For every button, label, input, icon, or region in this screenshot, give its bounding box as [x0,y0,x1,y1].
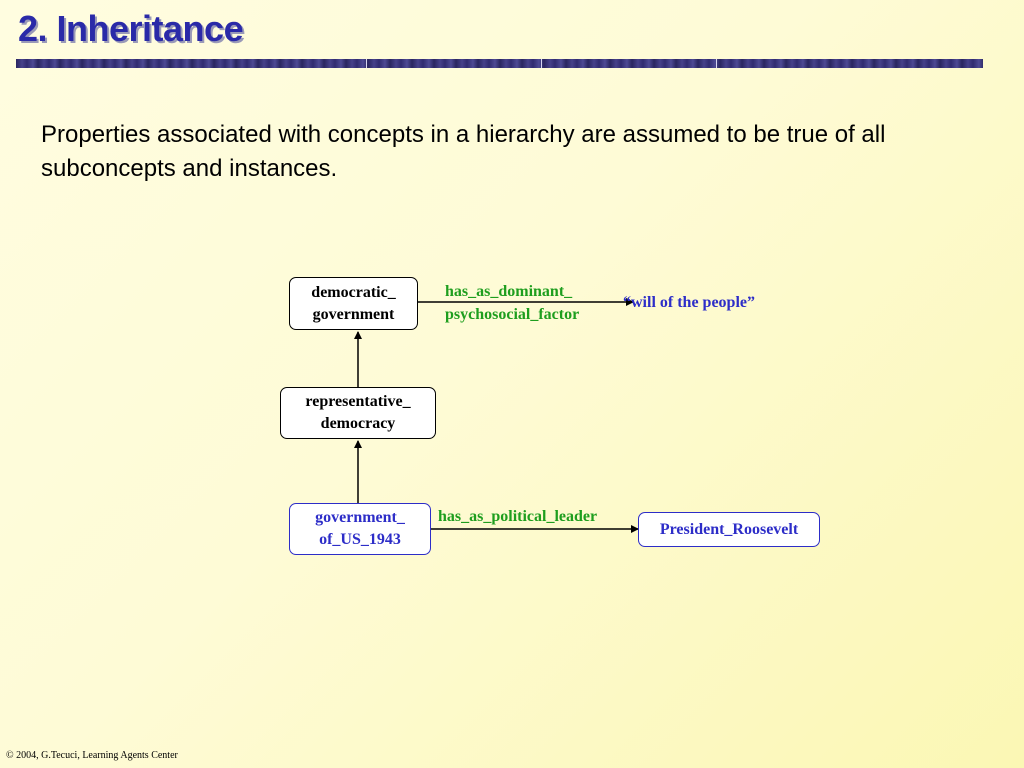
node-president-roosevelt [638,512,820,547]
node-representative-democracy-line-1: representative_ [305,393,411,410]
slide-title: 2. Inheritance [18,8,244,49]
node-government-of-us-1943-line-1: government_ [315,509,405,526]
node-government-of-us-1943-line-2: of_US_1943 [319,531,401,548]
body-text: Properties associated with concepts in a hierarchy are assumed to be true of all subconcepts and instances. [41,121,886,182]
node-democratic-government-line-2: government [312,305,395,323]
node-government-of-us-1943 [289,503,431,555]
node-representative-democracy-line-2: democracy [320,415,396,432]
node-democratic-government [289,277,418,330]
value-will-of-the-people: “will of the people” [623,294,755,311]
footer-copyright: © 2004, G.Tecuci, Learning Agents Center [6,750,178,761]
node-democratic-government-line-1: democratic_ [311,283,396,301]
node-representative-democracy [280,387,436,439]
node-president-roosevelt-label: President_Roosevelt [659,520,799,538]
relation-label-political-leader: has_as_political_leader [438,508,598,525]
relation-label-dominant-factor [445,280,579,326]
relation-label-dominant-factor-line-2: psychosocial_factor [445,306,580,323]
relation-label-dominant-factor-line-1: has_as_dominant_ [445,283,573,300]
